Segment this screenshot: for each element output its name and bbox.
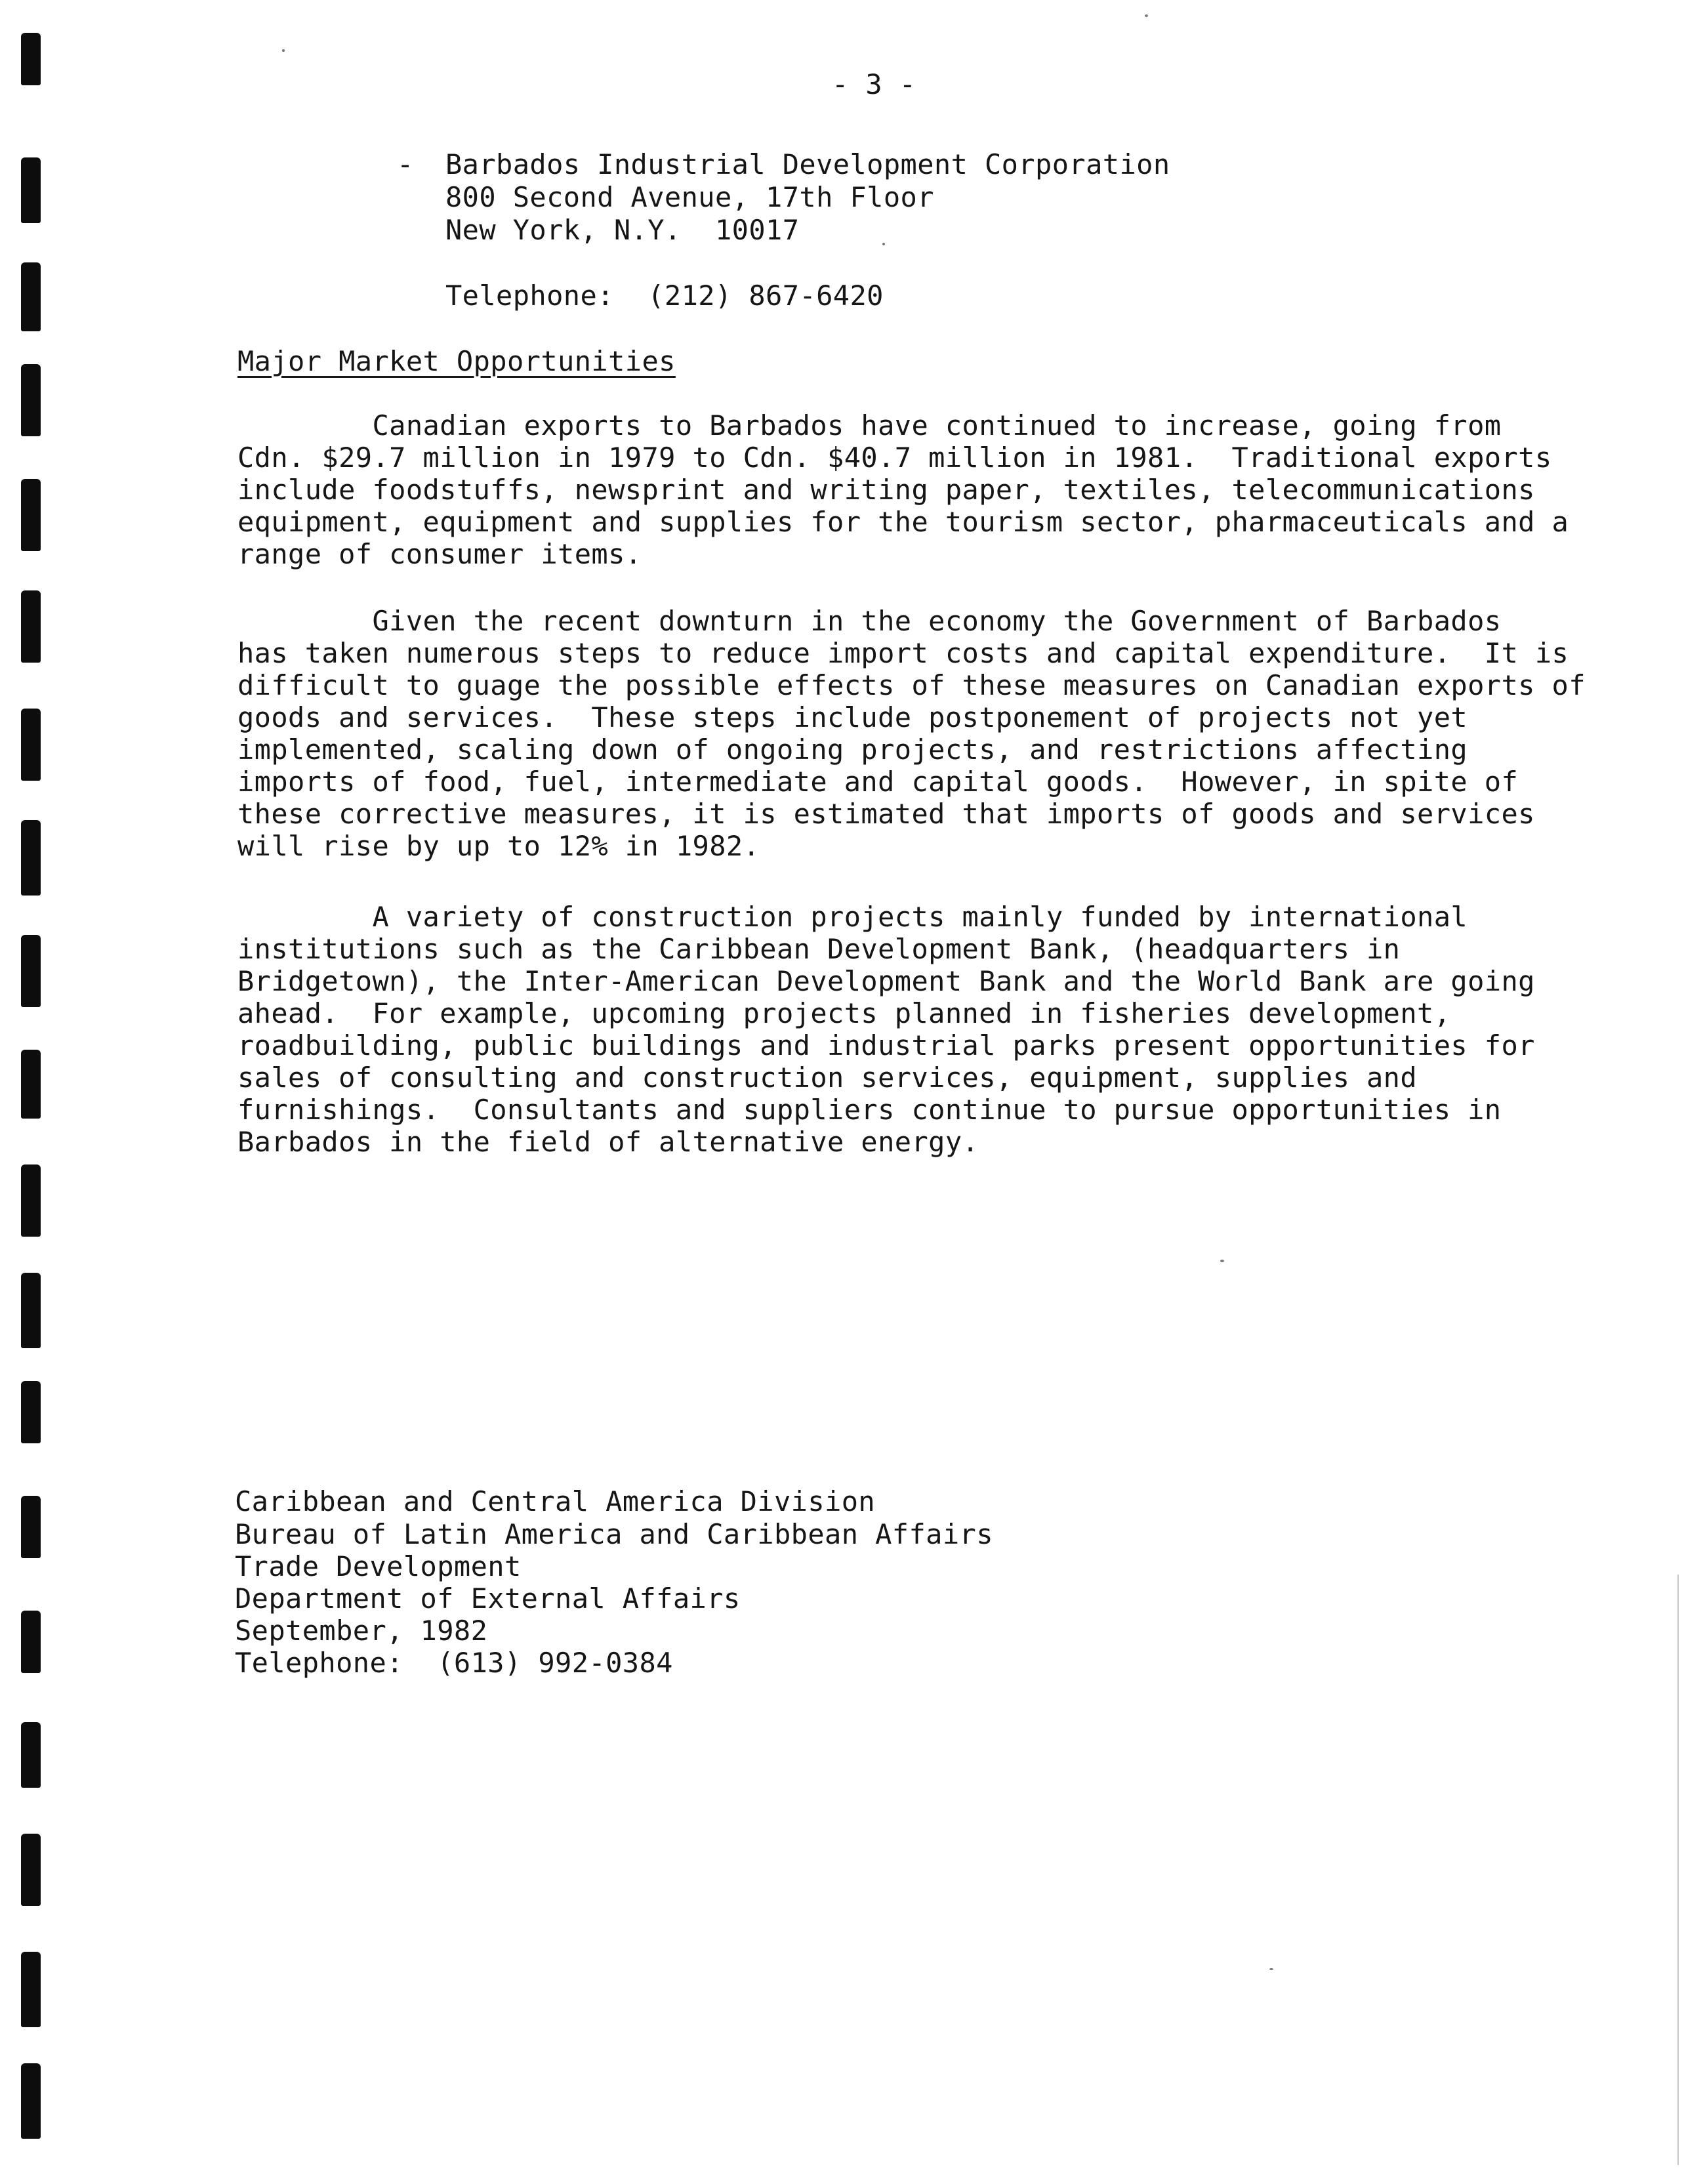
binder-hole-strip bbox=[0, 0, 72, 2184]
binder-hole bbox=[21, 2063, 41, 2139]
binder-hole bbox=[21, 820, 41, 896]
paragraph-line: ahead. For example, upcoming projects planned in fisheries development, bbox=[237, 997, 1451, 1029]
binder-hole bbox=[21, 33, 41, 85]
paragraph-line: institutions such as the Caribbean Development Bank, (headquarters in bbox=[237, 933, 1401, 965]
section-heading: Major Market Opportunities bbox=[237, 345, 676, 377]
footer-date: September, 1982 bbox=[235, 1615, 488, 1647]
paragraph-line: Barbados in the field of alternative energy. bbox=[237, 1126, 979, 1158]
binder-hole bbox=[21, 1164, 41, 1237]
binder-hole bbox=[21, 1952, 41, 2027]
scan-speck bbox=[882, 243, 885, 245]
paragraph-line: has taken numerous steps to reduce import costs and capital expenditure. It is bbox=[237, 637, 1569, 669]
paragraph-line: A variety of construction projects mainly funded by international bbox=[237, 901, 1468, 933]
paragraph-line: range of consumer items. bbox=[237, 538, 642, 570]
binder-hole bbox=[21, 709, 41, 781]
paragraph-line: Given the recent downturn in the economy the Government of Barbados bbox=[237, 605, 1502, 637]
paragraph-line: implemented, scaling down of ongoing projects, and restrictions affecting bbox=[237, 733, 1468, 766]
paragraph-line: will rise by up to 12% in 1982. bbox=[237, 830, 760, 862]
paragraph-line: these corrective measures, it is estimated that imports of goods and services bbox=[237, 798, 1535, 830]
contact-telephone: Telephone: (212) 867-6420 bbox=[445, 279, 884, 312]
footer-division: Caribbean and Central America Division bbox=[235, 1485, 876, 1517]
scan-edge-line bbox=[1677, 1575, 1679, 2165]
scan-speck bbox=[1145, 14, 1148, 17]
paragraph-line: furnishings. Consultants and suppliers continue to pursue opportunities in bbox=[237, 1094, 1502, 1126]
contact-organization: Barbados Industrial Development Corporation bbox=[445, 148, 1170, 180]
paragraph-line: include foodstuffs, newsprint and writing paper, textiles, telecommunications bbox=[237, 474, 1535, 506]
binder-hole bbox=[21, 262, 41, 331]
paragraph-construction-projects bbox=[237, 901, 1535, 1158]
paragraph-export-growth bbox=[237, 409, 1569, 570]
binder-hole bbox=[21, 157, 41, 223]
footer-unit: Trade Development bbox=[235, 1550, 522, 1582]
binder-hole bbox=[21, 1381, 41, 1443]
binder-hole bbox=[21, 479, 41, 551]
paragraph-line: sales of consulting and construction services, equipment, supplies and bbox=[237, 1061, 1418, 1094]
paragraph-line: Canadian exports to Barbados have continued to increase, going from bbox=[237, 409, 1502, 442]
binder-hole bbox=[21, 935, 41, 1007]
footer-telephone: Telephone: (613) 992-0384 bbox=[235, 1647, 673, 1679]
paragraph-line: Bridgetown), the Inter-American Development Bank and the World Bank are going bbox=[237, 965, 1535, 997]
page-number: - 3 - bbox=[832, 68, 916, 100]
binder-hole bbox=[21, 364, 41, 436]
paragraph-line: imports of food, fuel, intermediate and capital goods. However, in spite of bbox=[237, 766, 1519, 798]
scan-speck bbox=[1220, 1260, 1224, 1262]
scan-speck bbox=[282, 49, 285, 52]
scan-speck bbox=[1269, 1968, 1273, 1970]
paragraph-line: difficult to guage the possible effects of these measures on Canadian exports of bbox=[237, 669, 1586, 701]
paragraph-line: equipment, equipment and supplies for the tourism sector, pharmaceuticals and a bbox=[237, 506, 1569, 538]
binder-hole bbox=[21, 1496, 41, 1558]
binder-hole bbox=[21, 1273, 41, 1348]
binder-hole bbox=[21, 590, 41, 663]
binder-hole bbox=[21, 1050, 41, 1119]
paragraph-line: Cdn. $29.7 million in 1979 to Cdn. $40.7 million in 1981. Traditional exports bbox=[237, 442, 1552, 474]
paragraph-line: goods and services. These steps include postponement of projects not yet bbox=[237, 701, 1468, 733]
binder-hole bbox=[21, 1722, 41, 1788]
footer-department: Department of External Affairs bbox=[235, 1582, 741, 1615]
contact-address-line-2: New York, N.Y. 10017 bbox=[445, 214, 800, 246]
binder-hole bbox=[21, 1611, 41, 1673]
binder-hole bbox=[21, 1834, 41, 1906]
paragraph-government-measures bbox=[237, 605, 1586, 862]
contact-address-line-1: 800 Second Avenue, 17th Floor bbox=[445, 181, 934, 213]
paragraph-line: roadbuilding, public buildings and industrial parks present opportunities for bbox=[237, 1029, 1535, 1061]
contact-dash: - bbox=[397, 148, 414, 180]
footer-bureau: Bureau of Latin America and Caribbean Affairs bbox=[235, 1518, 993, 1550]
